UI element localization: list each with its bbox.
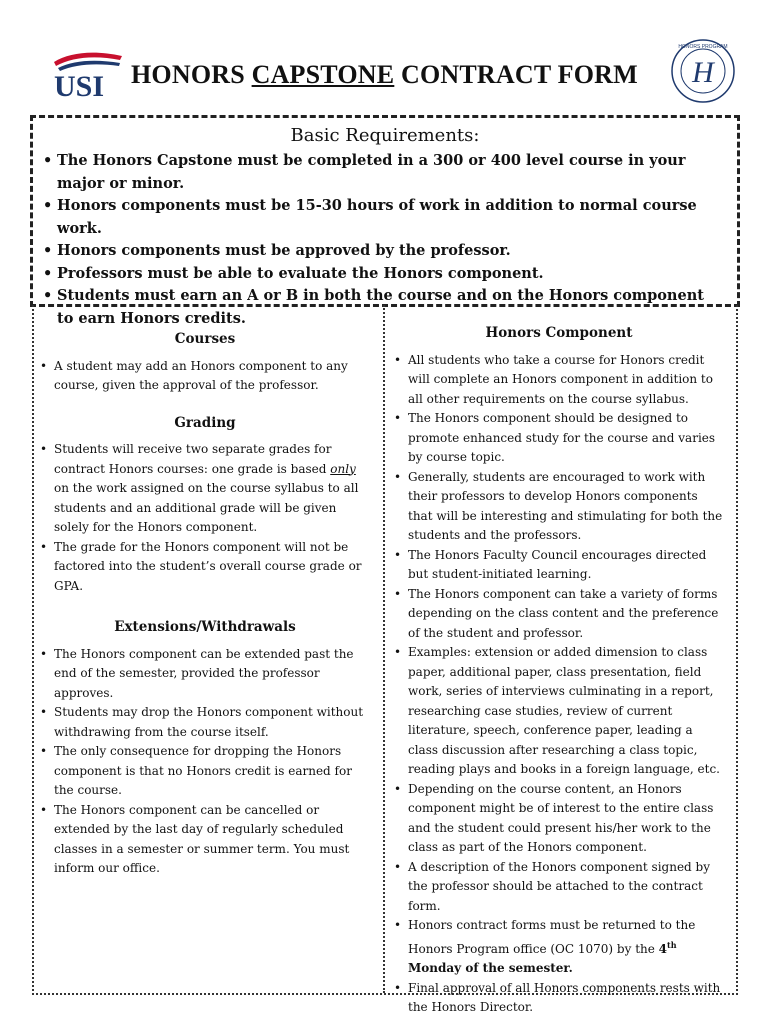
page-header xyxy=(0,0,770,110)
list-item: • The Honors component can take a variety of forms depending on the class content and the preference of the student and professor. xyxy=(394,586,719,640)
list-item: • The Honors component should be designed to promote enhanced study for the course and varies by course topic. xyxy=(394,411,716,464)
extensions-list xyxy=(40,645,370,879)
list-item: • Students must earn an A or B in both the course and on the Honors component to earn Honors credits. xyxy=(43,287,704,327)
grading-list xyxy=(40,440,370,596)
seal-letter: H xyxy=(692,56,714,89)
honors-seal xyxy=(670,38,736,104)
page-title: HONORS CAPSTONE CONTRACT FORM xyxy=(131,60,638,89)
basic-requirements-list xyxy=(43,150,723,330)
list-item: • The Honors component can be extended past the end of the semester, provided the professor approves. xyxy=(40,646,354,700)
list-item: • Professors must be able to evaluate the Honors component. xyxy=(43,264,544,282)
seal-text: HONORS PROGRAM xyxy=(678,44,728,50)
honors-component-list xyxy=(394,351,724,1018)
extensions-heading: Extensions/Withdrawals xyxy=(114,619,296,635)
courses-list xyxy=(40,357,370,396)
right-column xyxy=(394,324,724,1018)
list-item: • All students who take a course for Honors credit will complete an Honors component in addition to all other requirements on the course syllabus. xyxy=(394,352,713,406)
usi-logo xyxy=(50,50,125,100)
honors-component-heading: Honors Component xyxy=(485,325,633,341)
usi-logo-text: USI xyxy=(54,70,105,100)
list-item: • The only consequence for dropping the Honors component is that no Honors credit is earned for the course. xyxy=(40,744,352,797)
basic-requirements-title: Basic Requirements: xyxy=(290,125,480,146)
list-item: • Generally, students are encouraged to work with their professors to develop Honors components that will be interesting and stimulating for both the students and the professors. xyxy=(394,469,723,542)
list-item: • A student may add an Honors component to any course, given the approval of the professor. xyxy=(40,358,348,392)
list-item: • Honors components must be approved by the professor. xyxy=(43,242,511,259)
left-column xyxy=(40,330,370,879)
grading-heading: Grading xyxy=(174,414,236,431)
list-item: • The Honors Capstone must be completed in a 300 or 400 level course in your major or minor. xyxy=(43,152,686,192)
list-item: • The Honors Faculty Council encourages directed but student-initiated learning. xyxy=(394,547,707,581)
list-item: • The Honors component can be cancelled or extended by the last day of regularly scheduled classes in a semester or summer term. You must inform our office. xyxy=(40,802,350,875)
list-item: • Honors components must be 15-30 hours of work in addition to normal course work. xyxy=(43,197,697,237)
list-item: • Final approval of all Honors components rests with the Honors Director. xyxy=(394,980,721,1014)
courses-heading: Courses xyxy=(174,331,236,347)
list-item: • Students will receive two separate grades for contract Honors courses: one grade is based only on the work assigned on the course syllabus to all students and an additional grade will be given solely for the Honors component. xyxy=(40,442,359,534)
list-item: • Examples: extension or added dimension to class paper, additional paper, class presentation, field work, series of interviews culminating in a report, researching case studies, review of current literature, speech, conference paper, leading a class discussion after researching a class topic, reading plays and books in a foreign language, etc. xyxy=(394,645,720,776)
basic-requirements-box xyxy=(30,115,740,327)
list-item: • A description of the Honors component signed by the professor should be attached to the contract form. xyxy=(394,859,711,913)
list-item: • Honors contract forms must be returned to the Honors Program office (OC 1070) by the 4th Monday of the semester. xyxy=(394,918,696,975)
list-item: • The grade for the Honors component will not be factored into the student’s overall course grade or GPA. xyxy=(40,539,362,593)
list-item: • Students may drop the Honors component without withdrawing from the course itself. xyxy=(40,705,364,739)
column-divider xyxy=(383,305,385,993)
list-item: • Depending on the course content, an Honors component might be of interest to the entire class and the student could present his/her work to the class as part of the Honors component. xyxy=(394,781,714,854)
